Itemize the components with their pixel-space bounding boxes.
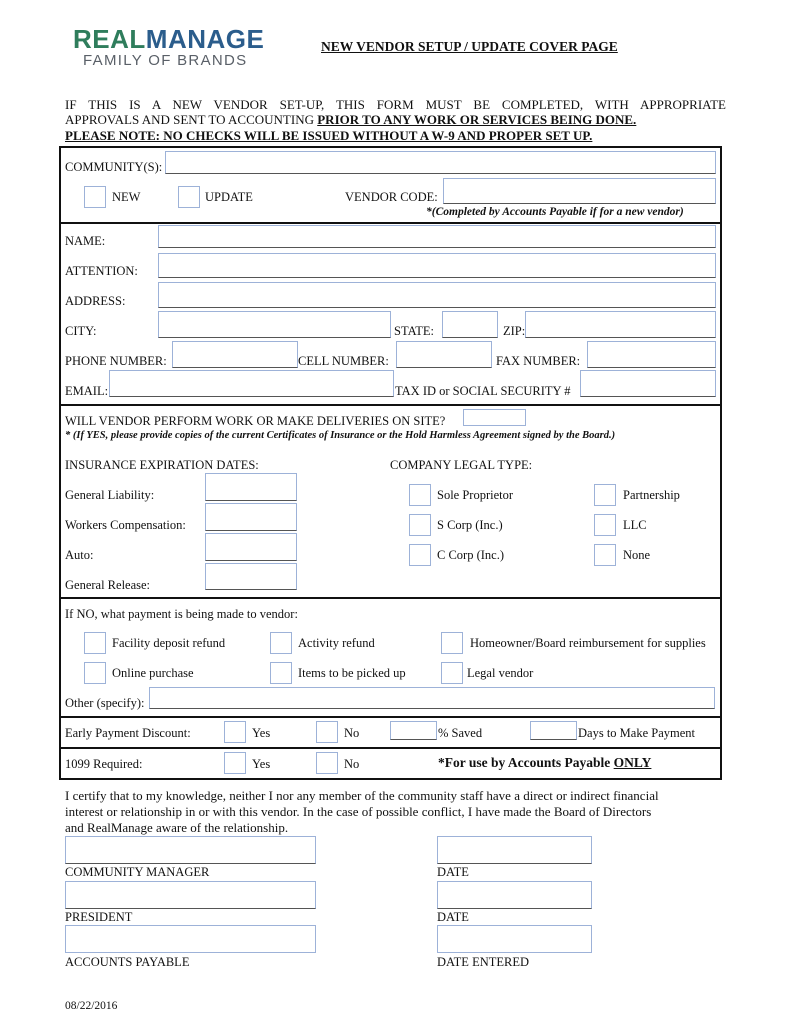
1099-no-label: No — [344, 757, 360, 771]
llc-checkbox[interactable] — [594, 514, 616, 536]
onsite-question: WILL VENDOR PERFORM WORK OR MAKE DELIVERIES ON SITE? — [65, 414, 446, 428]
percent-saved-field[interactable] — [390, 721, 437, 740]
state-field[interactable] — [442, 311, 498, 338]
early-discount-no-checkbox[interactable] — [316, 721, 338, 743]
new-checkbox[interactable] — [84, 186, 106, 208]
legal-vendor-label: Legal vendor — [467, 666, 534, 680]
community-manager-label: COMMUNITY MANAGER — [65, 865, 210, 879]
president-signature-field[interactable] — [65, 881, 316, 909]
vendor-code-note: *(Completed by Accounts Payable if for a new vendor) — [426, 206, 684, 218]
activity-refund-checkbox[interactable] — [270, 632, 292, 654]
workers-comp-field[interactable] — [205, 503, 297, 531]
accounts-payable-signature-field[interactable] — [65, 925, 316, 953]
none-checkbox[interactable] — [594, 544, 616, 566]
logo-part-manage: MANAGE — [145, 24, 265, 54]
early-discount-yes-checkbox[interactable] — [224, 721, 246, 743]
items-pickup-checkbox[interactable] — [270, 662, 292, 684]
fax-field[interactable] — [587, 341, 716, 368]
address-label: ADDRESS: — [65, 294, 126, 308]
payment-question: If NO, what payment is being made to vendor: — [65, 607, 298, 621]
legal-type-header: COMPANY LEGAL TYPE: — [390, 458, 533, 472]
cell-field[interactable] — [396, 341, 492, 368]
llc-label: LLC — [623, 518, 647, 532]
online-purchase-checkbox[interactable] — [84, 662, 106, 684]
cm-date-field[interactable] — [437, 836, 592, 864]
certify-line-2: interest or relationship in or with this vendor. In the case of possible conflict, I have made the Board of Directors — [65, 804, 652, 819]
certify-line-1: I certify that to my knowledge, neither I nor any member of the community staff have a direct or indirect financial — [65, 788, 659, 803]
workers-comp-label: Workers Compensation: — [65, 518, 186, 532]
taxid-label: TAX ID or SOCIAL SECURITY # — [395, 384, 571, 398]
general-release-field[interactable] — [205, 563, 297, 590]
logo-tagline: FAMILY OF BRANDS — [83, 52, 248, 69]
address-field[interactable] — [158, 282, 716, 308]
ap-use-note — [438, 755, 651, 771]
1099-yes-checkbox[interactable] — [224, 752, 246, 774]
page-title: NEW VENDOR SETUP / UPDATE COVER PAGE — [321, 39, 618, 54]
state-label: STATE: — [394, 324, 434, 338]
homeowner-reimbursement-checkbox[interactable] — [441, 632, 463, 654]
general-release-label: General Release: — [65, 578, 151, 592]
c-corp-label: C Corp (Inc.) — [437, 548, 504, 562]
cell-label: CELL NUMBER: — [298, 354, 389, 368]
attention-field[interactable] — [158, 253, 716, 278]
certify-line-3: and RealManage aware of the relationship. — [65, 820, 289, 835]
1099-yes-label: Yes — [252, 757, 271, 771]
date-entered-field[interactable] — [437, 925, 592, 953]
president-label: PRESIDENT — [65, 910, 133, 924]
other-specify-label: Other (specify): — [65, 696, 145, 710]
zip-field[interactable] — [525, 311, 716, 338]
activity-refund-label: Activity refund — [298, 636, 375, 650]
early-discount-label: Early Payment Discount: — [65, 726, 191, 740]
name-field[interactable] — [158, 225, 716, 248]
1099-no-checkbox[interactable] — [316, 752, 338, 774]
facility-deposit-checkbox[interactable] — [84, 632, 106, 654]
phone-label: PHONE NUMBER: — [65, 354, 167, 368]
fax-label: FAX NUMBER: — [496, 354, 581, 368]
facility-deposit-label: Facility deposit refund — [112, 636, 226, 650]
auto-field[interactable] — [205, 533, 297, 561]
footer-date: 08/22/2016 — [65, 1000, 118, 1012]
cm-date-label: DATE — [437, 865, 469, 879]
date-entered-label: DATE ENTERED — [437, 955, 529, 969]
intro-line-2a: APPROVALS AND SENT TO ACCOUNTING — [65, 112, 318, 127]
accounts-payable-label: ACCOUNTS PAYABLE — [65, 955, 190, 969]
c-corp-checkbox[interactable] — [409, 544, 431, 566]
update-checkbox[interactable] — [178, 186, 200, 208]
logo-part-real: REAL — [73, 24, 146, 54]
intro-line-1: IF THIS IS A NEW VENDOR SET-UP, THIS FORM MUST BE COMPLETED, WITH APPROPRIATE — [65, 97, 726, 112]
insurance-header: INSURANCE EXPIRATION DATES: — [65, 458, 259, 472]
intro-line-3: PLEASE NOTE: NO CHECKS WILL BE ISSUED WITHOUT A W-9 AND PROPER SET UP. — [65, 128, 593, 143]
attention-label: ATTENTION: — [65, 264, 138, 278]
taxid-field[interactable] — [580, 370, 716, 397]
community-manager-signature-field[interactable] — [65, 836, 316, 864]
general-liability-label: General Liability: — [65, 488, 155, 502]
email-label: EMAIL: — [65, 384, 109, 398]
s-corp-checkbox[interactable] — [409, 514, 431, 536]
insurance-note: * (If YES, please provide copies of the current Certificates of Insurance or the Hold Harmless Agreement signed by the Board.) — [65, 430, 616, 441]
president-date-field[interactable] — [437, 881, 592, 909]
partnership-checkbox[interactable] — [594, 484, 616, 506]
name-label: NAME: — [65, 234, 106, 248]
intro-line-2b: PRIOR TO ANY WORK OR SERVICES BEING DONE. — [317, 112, 637, 127]
community-field[interactable] — [165, 151, 716, 174]
early-discount-no-label: No — [344, 726, 360, 740]
auto-label: Auto: — [65, 548, 94, 562]
days-to-pay-label: Days to Make Payment — [578, 726, 695, 740]
other-specify-field[interactable] — [149, 687, 715, 709]
s-corp-label: S Corp (Inc.) — [437, 518, 503, 532]
online-purchase-label: Online purchase — [112, 666, 194, 680]
partnership-label: Partnership — [623, 488, 680, 502]
zip-label: ZIP: — [503, 324, 526, 338]
intro-line-2 — [65, 112, 636, 128]
items-pickup-label: Items to be picked up — [298, 666, 406, 680]
realmanage-logo — [73, 24, 264, 55]
percent-saved-label: % Saved — [438, 726, 483, 740]
homeowner-reimbursement-label: Homeowner/Board reimbursement for supplies — [470, 636, 706, 650]
vendor-code-field[interactable] — [443, 178, 716, 204]
sole-proprietor-label: Sole Proprietor — [437, 488, 514, 502]
city-field[interactable] — [158, 311, 391, 338]
1099-label: 1099 Required: — [65, 757, 143, 771]
ap-only-text: ONLY — [613, 755, 652, 770]
general-liability-field[interactable] — [205, 473, 297, 501]
legal-vendor-checkbox[interactable] — [441, 662, 463, 684]
phone-field[interactable] — [172, 341, 298, 368]
none-label: None — [623, 548, 651, 562]
update-label: UPDATE — [205, 190, 253, 204]
city-label: CITY: — [65, 324, 97, 338]
ap-use-note-text: *For use by Accounts Payable — [438, 755, 614, 770]
new-label: NEW — [112, 190, 141, 204]
sole-proprietor-checkbox[interactable] — [409, 484, 431, 506]
early-discount-yes-label: Yes — [252, 726, 271, 740]
onsite-answer-field[interactable] — [463, 409, 526, 426]
vendor-code-label: VENDOR CODE: — [345, 190, 438, 204]
days-to-pay-field[interactable] — [530, 721, 577, 740]
president-date-label: DATE — [437, 910, 469, 924]
email-field[interactable] — [109, 370, 394, 397]
community-label: COMMUNITY(S): — [65, 160, 163, 174]
